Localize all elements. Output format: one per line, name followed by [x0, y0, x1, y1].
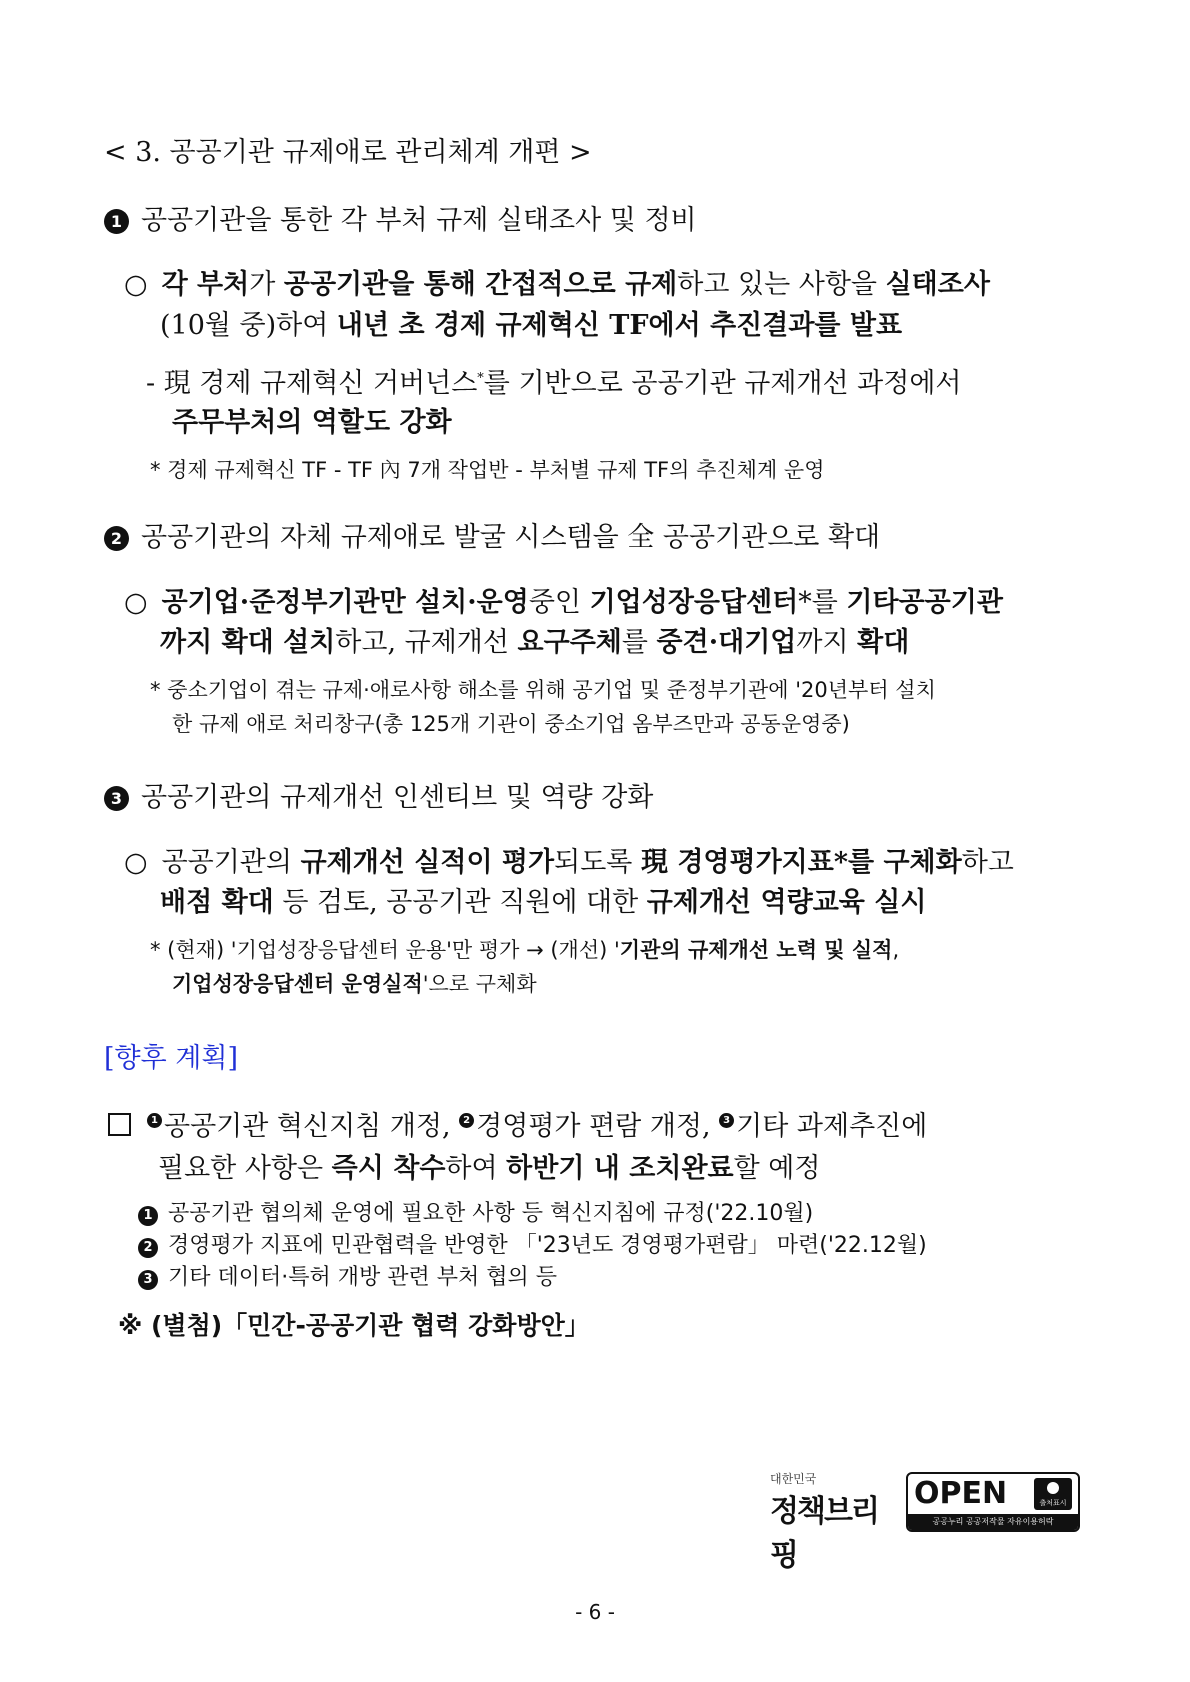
item-3-bullet-line-2: 배점 확대 등 검토, 공공기관 직원에 대한 규제개선 역량교육 실시 [160, 887, 927, 918]
checkbox-square-icon [108, 1113, 131, 1136]
item-1-bullet-line-1: ○ 각 부처가 공공기관을 통해 간접적으로 규제하고 있는 사항을 실태조사 [124, 269, 990, 300]
circled-number-2: 2 [104, 526, 129, 551]
policy-briefing-logo: 대한민국 정책브리핑 [770, 1472, 878, 1573]
kogl-open-license-logo: OPEN 출처표시 공공누리 공공저작물 자유이용허락 [906, 1472, 1080, 1532]
item-1-heading-text: 공공기관을 통한 각 부처 규제 실태조사 및 정비 [141, 205, 697, 236]
section-title: < 3. 공공기관 규제애로 관리체계 개편 > [104, 137, 592, 168]
item-2-heading-text: 공공기관의 자체 규제애로 발굴 시스템을 全 공공기관으로 확대 [141, 522, 881, 553]
attachment-reference: ※ (별첨)「민간-공공기관 협력 강화방안」 [118, 1311, 590, 1340]
item-3-note-line-2: 기업성장응답센터 운영실적'으로 구체화 [172, 972, 537, 996]
item-2-note-line-2: 한 규제 애로 처리창구(총 125개 기관이 중소기업 옴부즈만과 공동운영중) [172, 712, 850, 736]
item-2-bullet-line-2: 까지 확대 설치하고, 규제개선 요구주체를 중견·대기업까지 확대 [160, 627, 910, 658]
attribution-person-icon: 출처표시 [1034, 1478, 1072, 1510]
item-1-heading [104, 198, 697, 237]
circled-superscript-1: 1 [147, 1113, 162, 1128]
circled-superscript-3: 3 [719, 1113, 734, 1128]
item-2-note-line-1: * 중소기업이 겪는 규제·애로사항 해소를 위해 공기업 및 준정부기관에 '20년부터 설치 [150, 678, 936, 702]
circled-number-1: 1 [104, 209, 129, 234]
item-1-dash-line-1: - 現 경제 규제혁신 거버넌스*를 기반으로 공공기관 규제개선 과정에서 [146, 368, 962, 399]
circled-number-1: 1 [138, 1206, 158, 1226]
page-number: - 6 - [575, 1600, 615, 1624]
item-1-dash-line-2: 주무부처의 역할도 강화 [172, 407, 452, 438]
circled-number-2: 2 [138, 1238, 158, 1258]
plan-sub-item-2: 2 경영평가 지표에 민관협력을 반영한 「'23년도 경영평가편람」 마련('22.12월) [138, 1228, 927, 1259]
circled-number-3: 3 [104, 786, 129, 811]
item-3-note-line-1: * (현재) '기업성장응답센터 운용'만 평가 → (개선) '기관의 규제개선 노력 및 실적, [150, 938, 900, 962]
bullet-circle: ○ [124, 847, 148, 878]
plan-sub-item-3: 3 기타 데이터·특허 개방 관련 부처 협의 등 [138, 1260, 557, 1291]
plan-title: [향후 계획] [104, 1043, 238, 1074]
item-1-bullet-line-2: (10월 중)하여 내년 초 경제 규제혁신 TF에서 추진결과를 발표 [160, 310, 903, 341]
plan-box-line-1: 1 공공기관 혁신지침 개정, 2 경영평가 편람 개정, 3 기타 과제추진에 [108, 1104, 927, 1143]
plan-sub-item-1: 1 공공기관 협의체 운영에 필요한 사항 등 혁신지침에 규정('22.10월) [138, 1196, 813, 1227]
item-3-heading [104, 775, 653, 814]
circled-number-3: 3 [138, 1270, 158, 1290]
bullet-circle: ○ [124, 269, 148, 300]
bullet-circle: ○ [124, 587, 148, 618]
item-1-note: * 경제 규제혁신 TF - TF 內 7개 작업반 - 부처별 규제 TF의 추진체계 운영 [150, 458, 825, 482]
item-2-bullet-line-1: ○ 공기업·준정부기관만 설치·운영중인 기업성장응답센터*를 기타공공기관 [124, 587, 1003, 618]
item-3-bullet-line-1: ○ 공공기관의 규제개선 실적이 평가되도록 現 경영평가지표*를 구체화하고 [124, 847, 1014, 878]
plan-box-line-2: 필요한 사항은 즉시 착수하여 하반기 내 조치완료할 예정 [158, 1153, 821, 1184]
item-2-heading [104, 515, 880, 554]
item-3-heading-text: 공공기관의 규제개선 인센티브 및 역량 강화 [141, 782, 654, 813]
circled-superscript-2: 2 [459, 1113, 474, 1128]
